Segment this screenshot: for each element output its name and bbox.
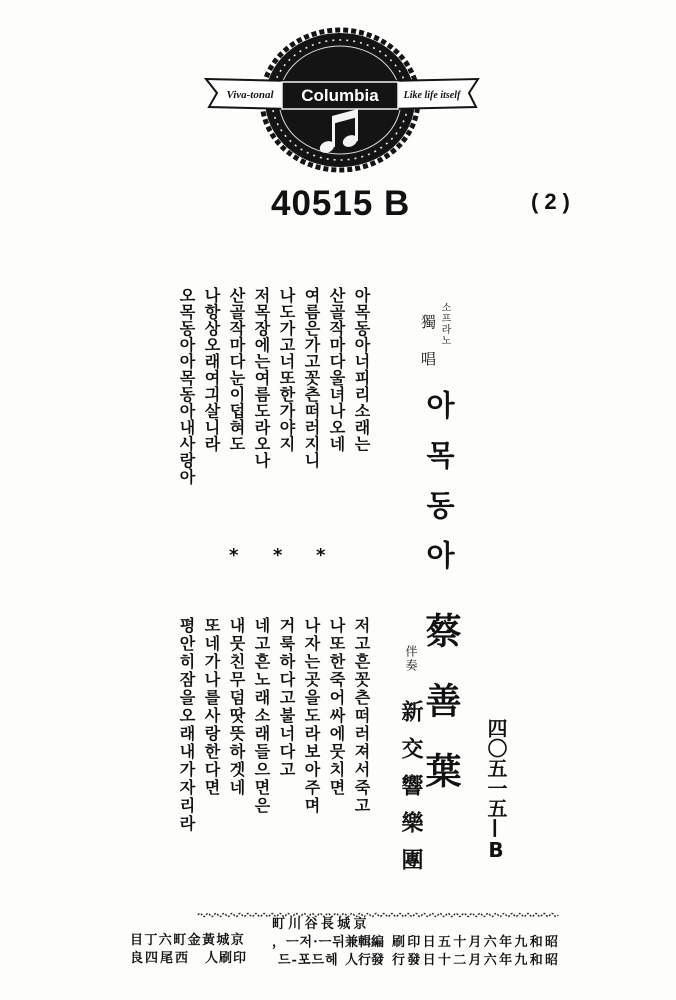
printer-label: 人刷印	[205, 951, 248, 966]
verse-2	[174, 617, 374, 857]
lyric-line: 산골작마다눈이덥혀도	[227, 287, 246, 452]
verse-separator-asterisk: *	[229, 545, 239, 566]
catalog-number-vertical	[486, 718, 506, 862]
lyric-line: 저목장에는여름도라오나	[252, 287, 271, 469]
catalog-vertical-suffix: B	[484, 838, 508, 862]
publisher-name: 드-포드헤	[278, 953, 339, 968]
performance-type: 獨唱	[419, 314, 437, 388]
lyric-line: 거룩하다고불너다고	[277, 617, 296, 779]
side-number: (2)	[531, 189, 576, 214]
lyric-line: 나도가고너또한가야지	[277, 287, 296, 452]
verse-1	[174, 287, 374, 517]
printer-address: 目丁六町金黃城京	[130, 933, 246, 948]
lyric-line: 나항상오래여긔살니라	[202, 287, 221, 452]
editor-name: ，ㅡ저·ㅡ뒤	[272, 935, 346, 950]
lyric-line: 아목동아너피리소래는	[352, 287, 371, 452]
logo-brand-text: Columbia	[301, 86, 379, 105]
editor-label: 兼輯編	[345, 935, 385, 950]
song-title: 아목동아	[422, 390, 456, 590]
lyric-line: 나자는곳을도라보아주며	[302, 617, 321, 815]
accompaniment-orchestra: 新交響樂團	[398, 700, 424, 885]
printer-name: 良四尾西	[130, 951, 191, 966]
lyric-line: 산골작마다울녀나오네	[327, 287, 346, 452]
lyric-line: 평안히잠을오래내가자리라	[177, 617, 196, 833]
lyric-line: 여름은가고꼿츤떠러지니	[302, 287, 321, 469]
logo-right-banner-text: Like life itself	[403, 90, 461, 101]
publisher-address: 町川谷長城京	[272, 917, 370, 932]
singer-name: 蔡善葉	[420, 612, 462, 822]
lyric-line: 오목동아아목동아내사랑아	[177, 287, 196, 485]
lyric-line: 또네가나를사랑한다면	[202, 617, 221, 797]
lyric-line: 나또한죽어싸에뭇치면	[327, 617, 346, 797]
lyric-line: 내뭇친무덤땃뜻하겟네	[227, 617, 246, 797]
issued-date: 行發日十二月六年九和昭	[392, 953, 561, 968]
lyric-line: 저고흔꼿츤떠러져서죽고	[352, 617, 371, 815]
voice-type: 소프라노	[439, 302, 450, 346]
lyric-line: 네고흔노래소래들으면은	[252, 617, 271, 815]
catalog-vertical-number: 四〇五一五—	[484, 718, 508, 838]
columbia-logo	[0, 0, 676, 180]
verse-separator-asterisk: *	[316, 545, 326, 566]
accompaniment-label: 伴奏	[404, 645, 418, 673]
publisher-label: 人行發	[345, 953, 385, 968]
logo-left-banner-text: Viva-tonal	[226, 89, 274, 101]
verse-separator-asterisk: *	[273, 545, 283, 566]
catalog-number: 40515 B	[271, 184, 411, 223]
printed-date: 刷印日五十月六年九和昭	[392, 935, 561, 950]
